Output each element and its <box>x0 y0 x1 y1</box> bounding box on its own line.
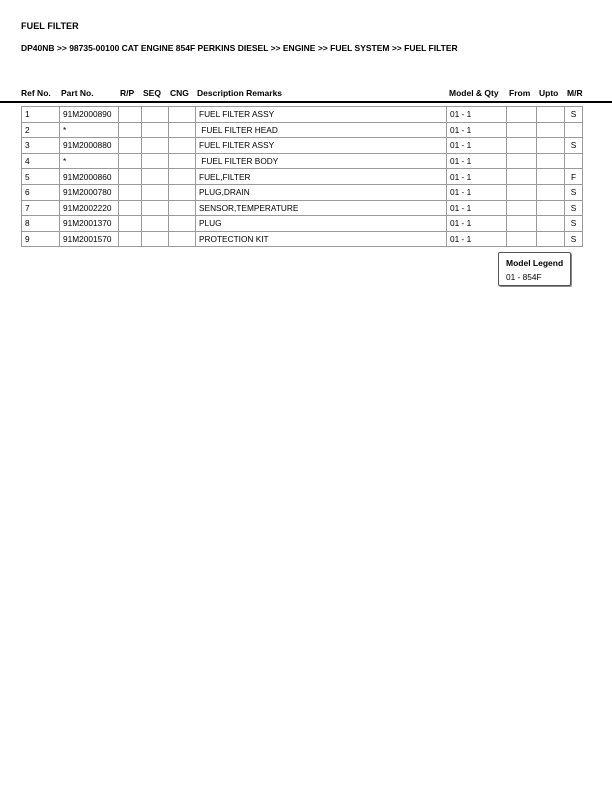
ref-no-cell: 8 <box>22 216 60 232</box>
description-cell: FUEL FILTER BODY <box>196 153 447 169</box>
seq-cell <box>142 216 169 232</box>
rp-cell <box>119 153 142 169</box>
part-no-cell: 91M2001370 <box>60 216 119 232</box>
model-legend <box>498 252 571 286</box>
cng-cell <box>169 216 196 232</box>
ref-no-cell: 6 <box>22 184 60 200</box>
from-cell <box>507 153 537 169</box>
model-qty-cell: 01 - 1 <box>447 122 507 138</box>
rp-cell <box>119 169 142 185</box>
seq-cell <box>142 231 169 247</box>
part-no-cell: 91M2000780 <box>60 184 119 200</box>
from-cell <box>507 231 537 247</box>
mr-cell <box>565 122 583 138</box>
rp-cell <box>119 138 142 154</box>
description-cell: SENSOR,TEMPERATURE <box>196 200 447 216</box>
ref-no-cell: 1 <box>22 107 60 123</box>
part-no-cell: * <box>60 153 119 169</box>
model-legend-item: 01 - 854F <box>506 272 542 282</box>
table-row <box>22 169 583 185</box>
header-description: Description Remarks <box>197 88 283 98</box>
model-qty-cell: 01 - 1 <box>447 107 507 123</box>
cng-cell <box>169 184 196 200</box>
table-row <box>22 216 583 232</box>
header-rp: R/P <box>120 88 135 98</box>
from-cell <box>507 184 537 200</box>
model-qty-cell: 01 - 1 <box>447 200 507 216</box>
upto-cell <box>537 184 565 200</box>
from-cell <box>507 169 537 185</box>
rp-cell <box>119 184 142 200</box>
cng-cell <box>169 200 196 216</box>
model-qty-cell: 01 - 1 <box>447 169 507 185</box>
mr-cell: S <box>565 184 583 200</box>
model-qty-cell: 01 - 1 <box>447 153 507 169</box>
seq-cell <box>142 184 169 200</box>
part-no-cell: 91M2000890 <box>60 107 119 123</box>
model-qty-cell: 01 - 1 <box>447 184 507 200</box>
model-qty-cell: 01 - 1 <box>447 138 507 154</box>
seq-cell <box>142 169 169 185</box>
ref-no-cell: 9 <box>22 231 60 247</box>
description-cell: FUEL FILTER ASSY <box>196 107 447 123</box>
rp-cell <box>119 107 142 123</box>
page-title: FUEL FILTER <box>21 21 79 31</box>
seq-cell <box>142 153 169 169</box>
part-no-cell: 91M2000860 <box>60 169 119 185</box>
description-cell: PROTECTION KIT <box>196 231 447 247</box>
header-divider <box>0 101 612 103</box>
cng-cell <box>169 153 196 169</box>
from-cell <box>507 200 537 216</box>
header-model-qty: Model & Qty <box>449 88 499 98</box>
cng-cell <box>169 122 196 138</box>
part-no-cell: 91M2002220 <box>60 200 119 216</box>
upto-cell <box>537 169 565 185</box>
mr-cell: S <box>565 216 583 232</box>
ref-no-cell: 5 <box>22 169 60 185</box>
part-no-cell: 91M2001570 <box>60 231 119 247</box>
description-cell: PLUG <box>196 216 447 232</box>
upto-cell <box>537 231 565 247</box>
rp-cell <box>119 200 142 216</box>
mr-cell: S <box>565 138 583 154</box>
part-no-cell: * <box>60 122 119 138</box>
from-cell <box>507 216 537 232</box>
header-ref-no: Ref No. <box>21 88 51 98</box>
description-cell: FUEL FILTER HEAD <box>196 122 447 138</box>
cng-cell <box>169 169 196 185</box>
model-qty-cell: 01 - 1 <box>447 216 507 232</box>
upto-cell <box>537 216 565 232</box>
mr-cell: S <box>565 107 583 123</box>
from-cell <box>507 122 537 138</box>
table-row <box>22 138 583 154</box>
breadcrumb: DP40NB >> 98735-00100 CAT ENGINE 854F PERKINS DIESEL >> ENGINE >> FUEL SYSTEM >> FUEL FILTER <box>21 43 458 53</box>
part-no-cell: 91M2000880 <box>60 138 119 154</box>
rp-cell <box>119 122 142 138</box>
cng-cell <box>169 231 196 247</box>
description-cell: FUEL FILTER ASSY <box>196 138 447 154</box>
upto-cell <box>537 200 565 216</box>
seq-cell <box>142 122 169 138</box>
mr-cell: S <box>565 200 583 216</box>
header-mr: M/R <box>567 88 583 98</box>
ref-no-cell: 3 <box>22 138 60 154</box>
upto-cell <box>537 107 565 123</box>
upto-cell <box>537 153 565 169</box>
cng-cell <box>169 138 196 154</box>
ref-no-cell: 7 <box>22 200 60 216</box>
seq-cell <box>142 138 169 154</box>
ref-no-cell: 4 <box>22 153 60 169</box>
header-from: From <box>509 88 531 98</box>
description-cell: PLUG,DRAIN <box>196 184 447 200</box>
from-cell <box>507 138 537 154</box>
rp-cell <box>119 216 142 232</box>
upto-cell <box>537 138 565 154</box>
table-row <box>22 231 583 247</box>
header-seq: SEQ <box>143 88 161 98</box>
upto-cell <box>537 122 565 138</box>
table-row <box>22 200 583 216</box>
table-row <box>22 122 583 138</box>
cng-cell <box>169 107 196 123</box>
rp-cell <box>119 231 142 247</box>
parts-table <box>21 106 583 247</box>
seq-cell <box>142 200 169 216</box>
from-cell <box>507 107 537 123</box>
seq-cell <box>142 107 169 123</box>
mr-cell <box>565 153 583 169</box>
model-qty-cell: 01 - 1 <box>447 231 507 247</box>
table-row <box>22 107 583 123</box>
header-cng: CNG <box>170 88 189 98</box>
ref-no-cell: 2 <box>22 122 60 138</box>
description-cell: FUEL,FILTER <box>196 169 447 185</box>
table-row <box>22 153 583 169</box>
header-upto: Upto <box>539 88 559 98</box>
model-legend-title: Model Legend <box>506 258 564 268</box>
mr-cell: S <box>565 231 583 247</box>
header-part-no: Part No. <box>61 88 94 98</box>
mr-cell: F <box>565 169 583 185</box>
table-row <box>22 184 583 200</box>
